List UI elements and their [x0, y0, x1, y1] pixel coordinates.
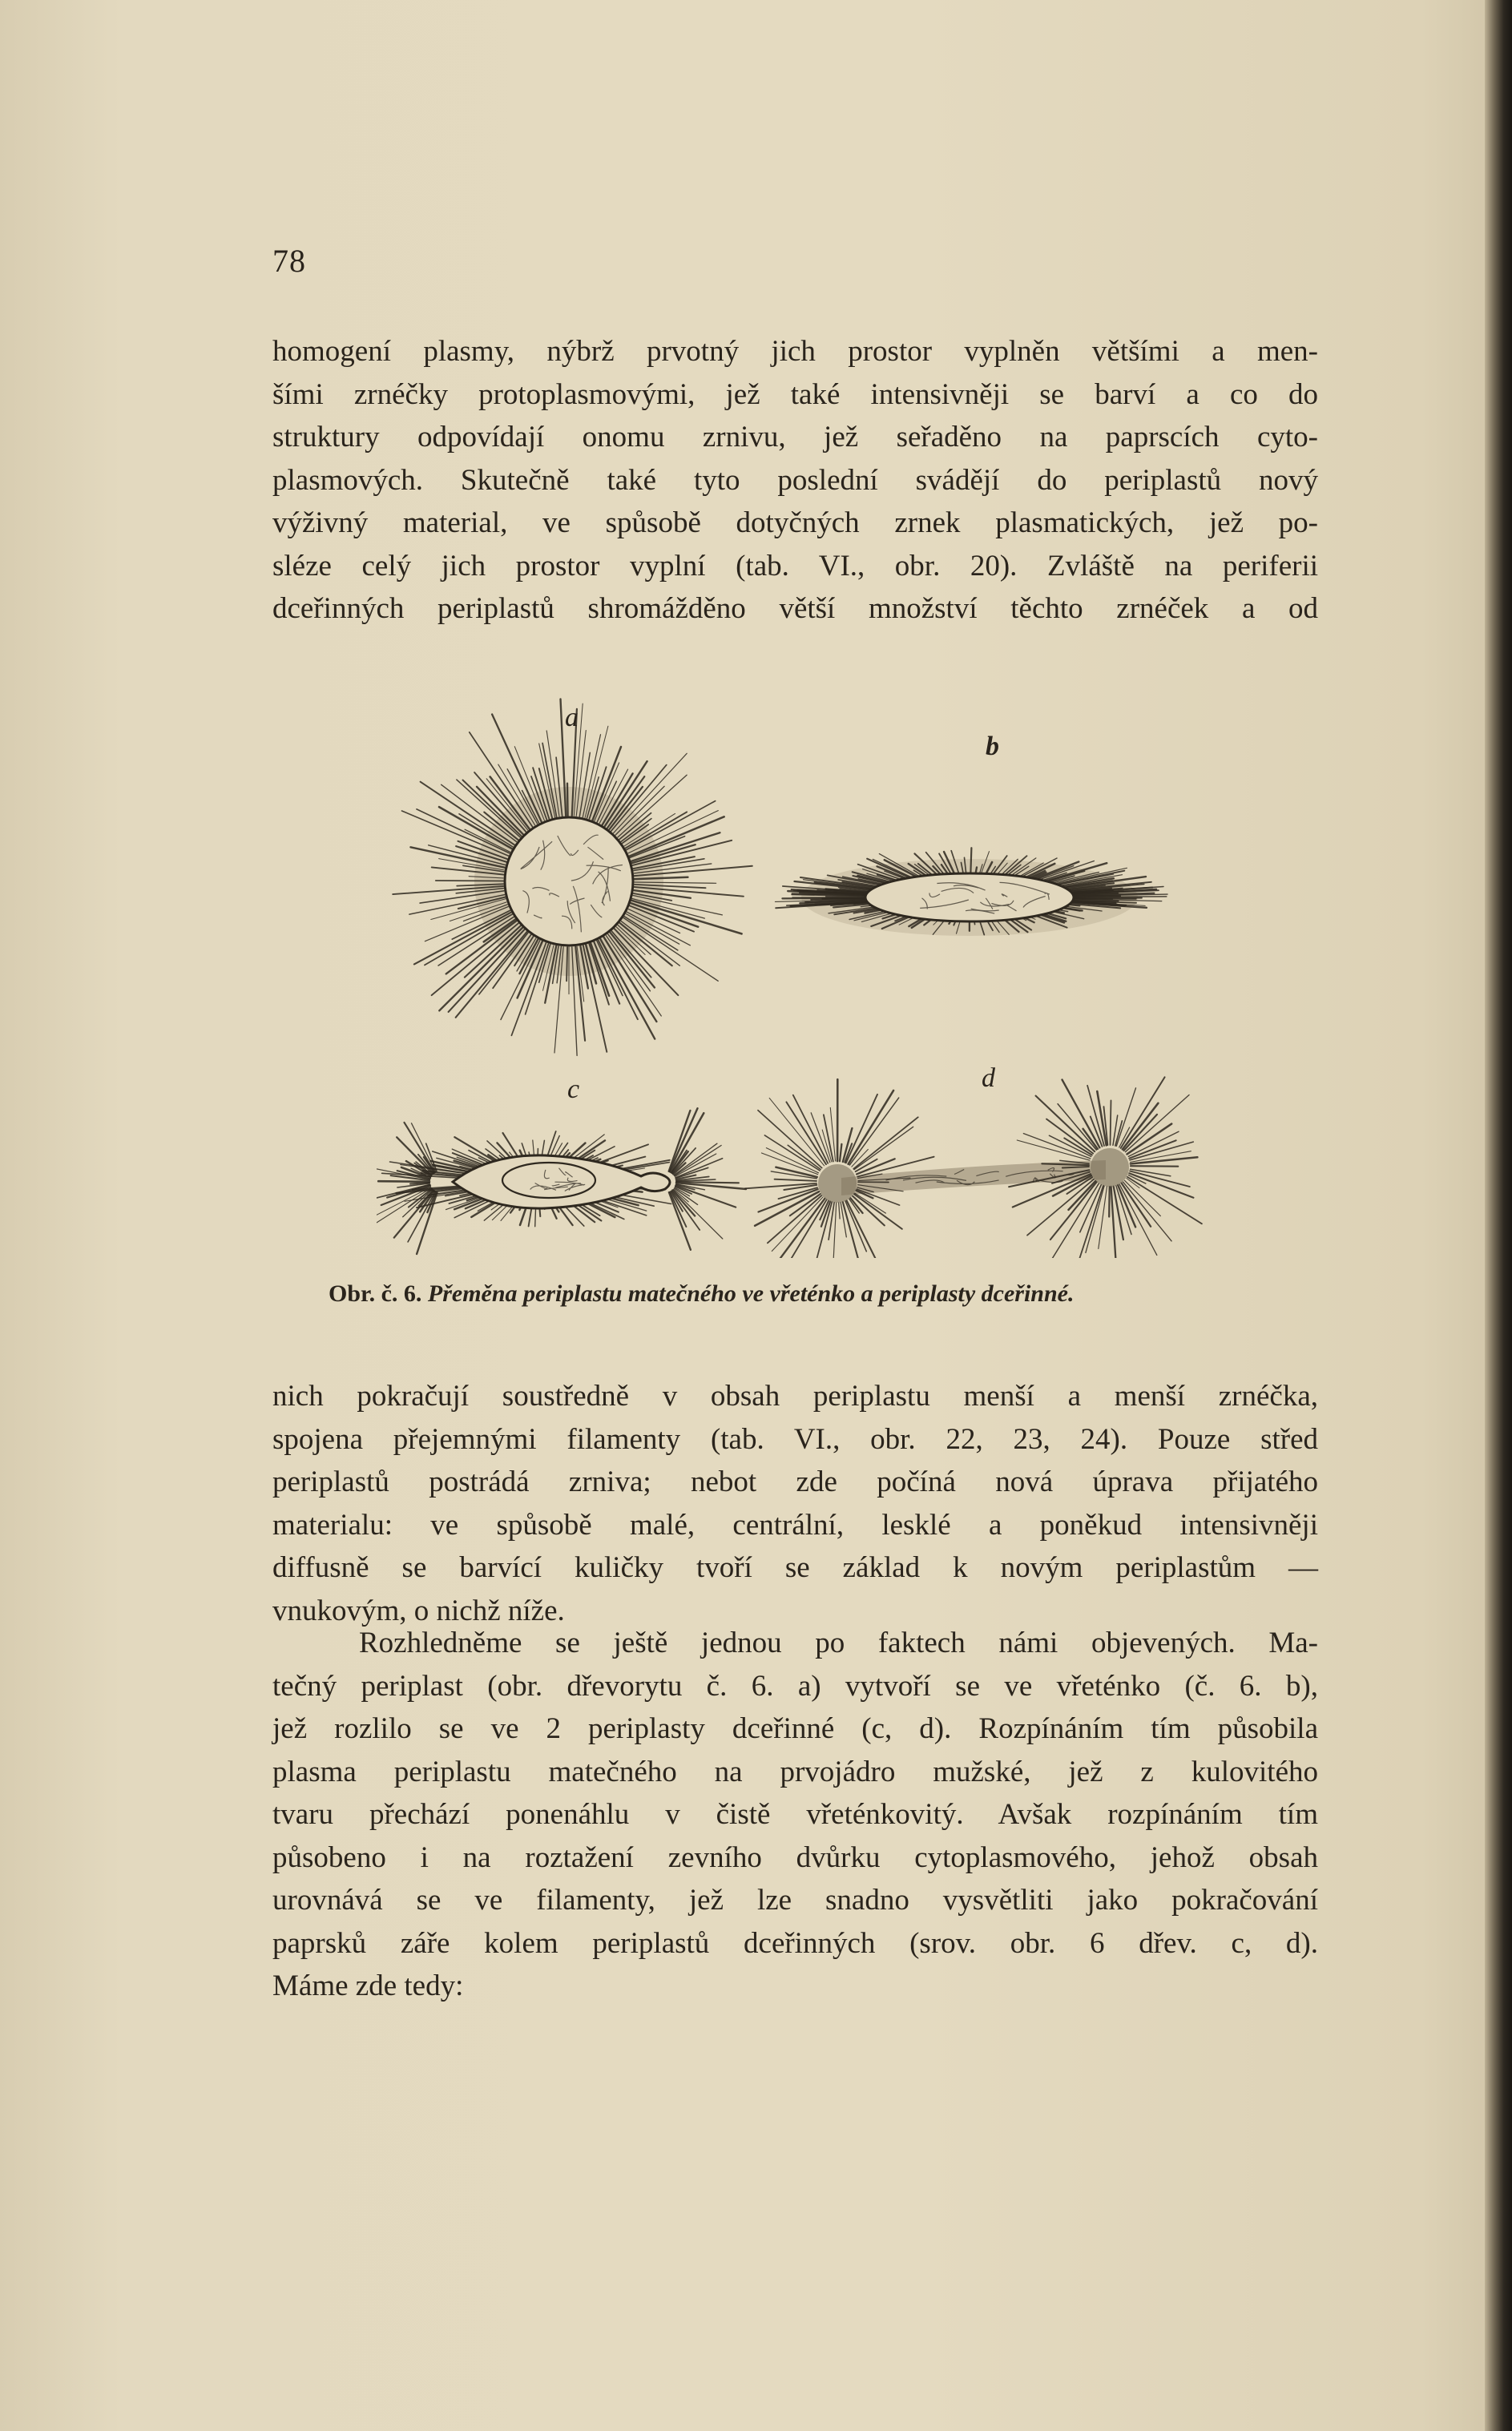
paragraph-2	[272, 1375, 1318, 1632]
text-line: homogení plasmy, nýbrž prvotný jich prostor vyplněn většími a men-	[272, 335, 1318, 368]
text-line: výživný material, ve spůsobě dotyčných zrnek plasmatických, jež po-	[272, 506, 1318, 539]
text-line: tvaru přechází ponenáhlu v čistě vřeténkovitý. Avšak rozpínáním tím	[272, 1798, 1318, 1831]
figure-a-periplast	[393, 699, 752, 1056]
text-line: tečný periplast (obr. dřevorytu č. 6. a) vytvoří se ve vřeténko (č. 6. b),	[272, 1669, 1318, 1703]
figure-caption	[329, 1280, 1290, 1308]
figure-c-dividing-periplast	[377, 1108, 746, 1254]
text-line: materialu: ve spůsobě malé, centrální, lesklé a poněkud intensivněji	[272, 1508, 1318, 1542]
text-line: dceřinných periplastů shromážděno větší množství těchto zrnéček a od	[272, 592, 1318, 625]
caption-text: Přeměna periplastu matečného ve vřeténko a periplasty dceřinné.	[427, 1280, 1075, 1307]
text-line: jež rozlilo se ve 2 periplasty dceřinné (c, d). Rozpínáním tím působila	[272, 1712, 1318, 1745]
text-line: působeno i na roztažení zevního dvůrku cytoplasmového, jehož obsah	[272, 1840, 1318, 1874]
text-line: urovnává se ve filamenty, jež lze snadno vysvětliti jako pokračování	[272, 1884, 1318, 1917]
text-line: plasmových. Skutečně také tyto poslední svádějí do periplastů nový	[272, 463, 1318, 497]
figure-label-a: a	[565, 703, 579, 732]
text-line: periplastů postrádá zrniva; nebot zde počíná nová úprava přijatého	[272, 1465, 1318, 1498]
figure-label-b: b	[986, 732, 999, 761]
text-line: paprsků záře kolem periplastů dceřinných (srov. obr. 6 dřev. c, d).	[272, 1926, 1318, 1960]
paragraph-3	[272, 1622, 1318, 2008]
text-line: vnukovým, o nichž níže.	[272, 1594, 565, 1627]
text-line: struktury odpovídají onomu zrnivu, jež seřaděno na paprscích cyto-	[272, 421, 1318, 454]
text-line: spojena přejemnými filamenty (tab. VI., obr. 22, 23, 24). Pouze střed	[272, 1422, 1318, 1456]
text-line: Máme zde tedy:	[272, 1969, 464, 2002]
page-number: 78	[272, 243, 306, 279]
caption-lead: Obr. č. 6.	[329, 1280, 422, 1307]
text-line: nich pokračují soustředně v obsah periplastu menší a menší zrnéčka,	[272, 1380, 1318, 1413]
text-line: šími zrnéčky protoplasmovými, jež také intensivněji se barví a co do	[272, 377, 1318, 411]
woodcut-figure	[377, 697, 1218, 1258]
figure-label-d: d	[982, 1063, 995, 1093]
text-line: Rozhledněme se ještě jednou po faktech námi objevených. Ma-	[359, 1627, 1318, 1659]
paragraph-1	[272, 330, 1318, 631]
figure-b-spindle	[775, 848, 1167, 936]
figure-label-c: c	[567, 1074, 580, 1104]
figure-d-daughter-periplasts	[745, 1077, 1202, 1258]
text-line: sléze celý jich prostor vyplní (tab. VI., obr. 20). Zvláště na periferii	[272, 549, 1318, 583]
text-line: plasma periplastu matečného na prvojádro mužské, jež z kulovitého	[272, 1755, 1318, 1788]
text-line: diffusně se barvící kuličky tvoří se základ k novým periplastům —	[272, 1551, 1318, 1584]
book-binding-edge	[1485, 0, 1512, 2431]
